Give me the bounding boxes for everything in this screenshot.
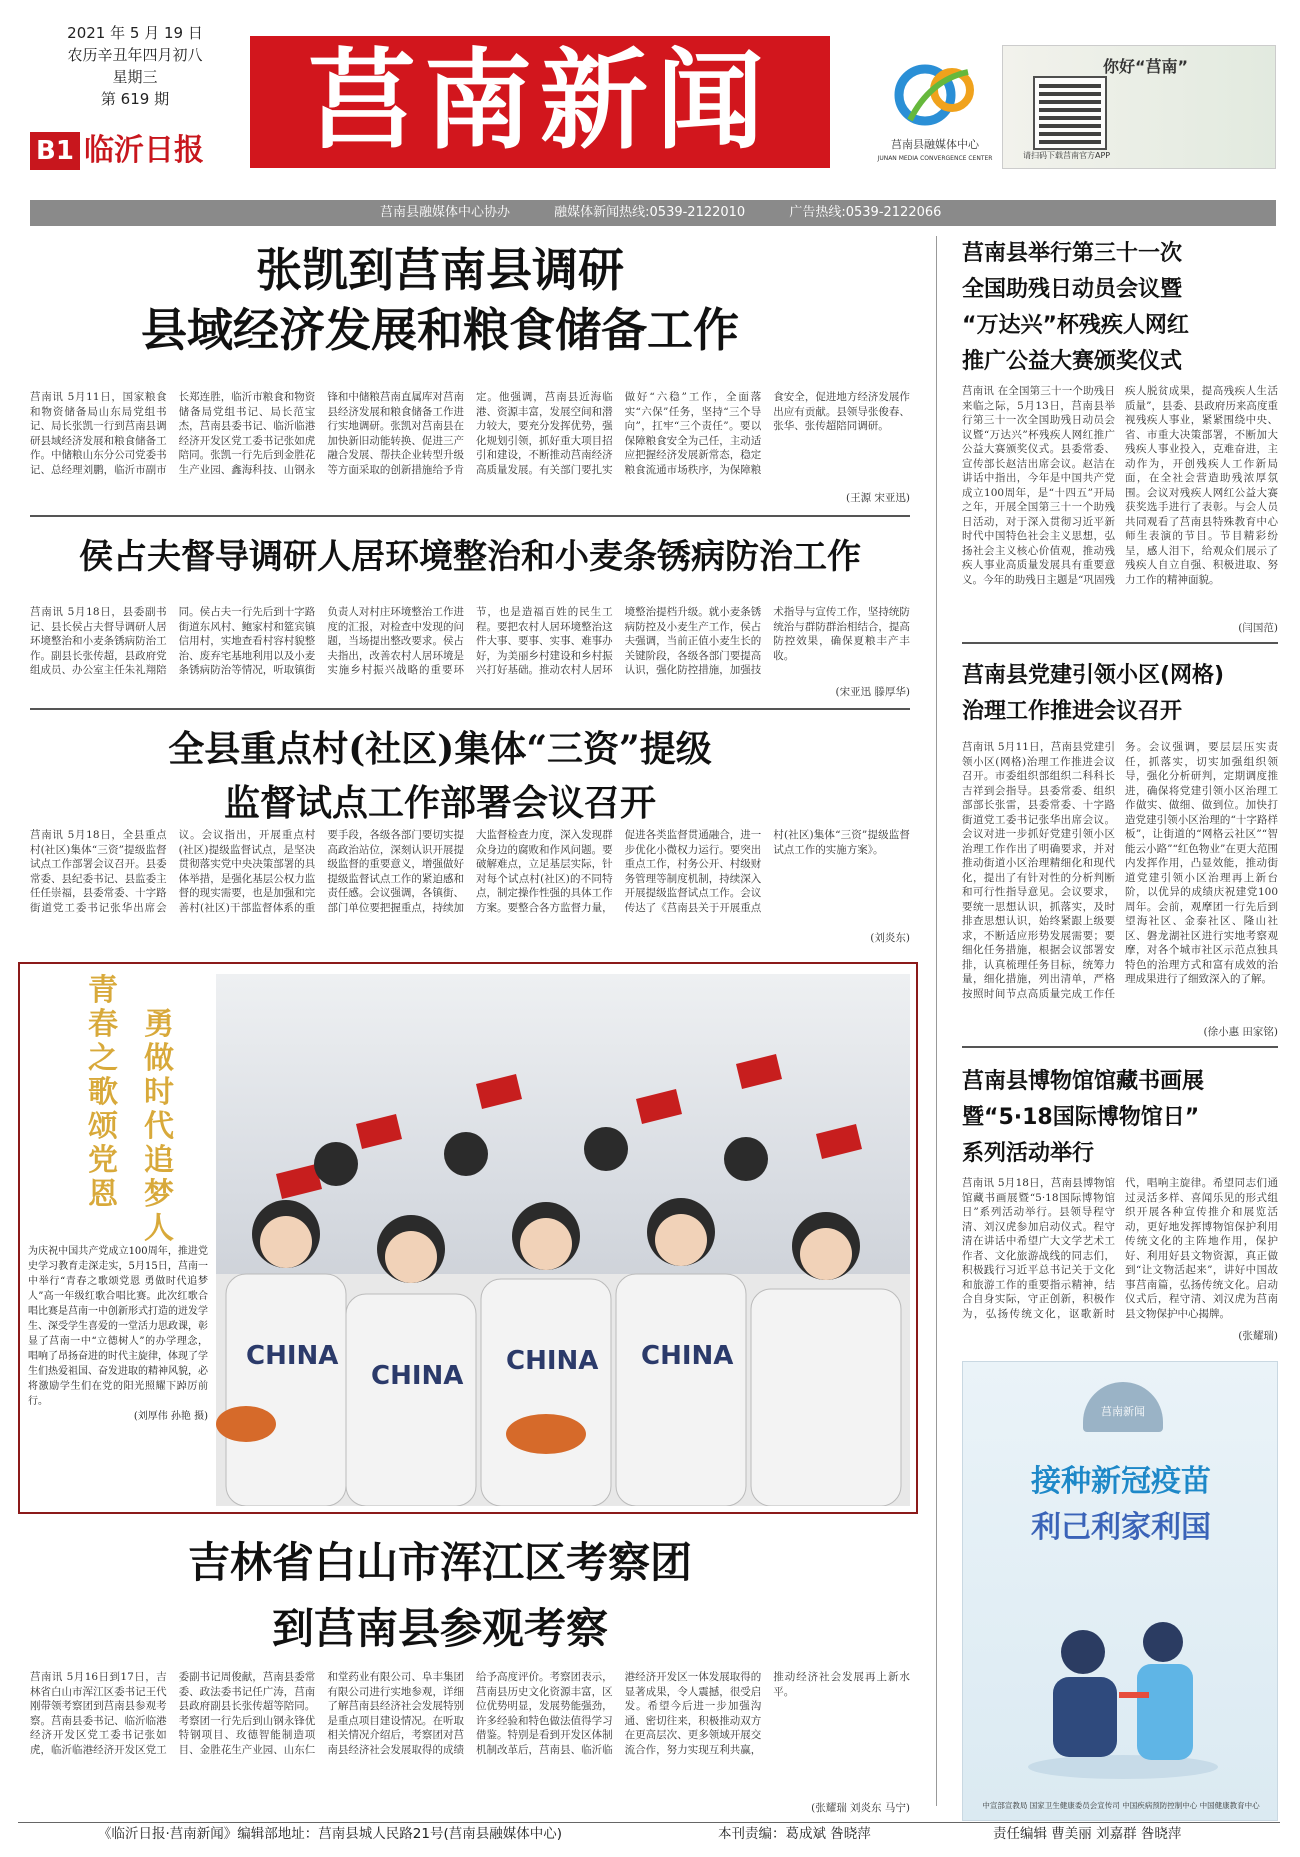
photo-poem <box>80 974 200 1244</box>
right1-title-line3: “万达兴”杯残疾人网红 <box>962 313 1189 338</box>
page-footer <box>18 1822 1280 1844</box>
right1-body: 莒南讯 在全国第三十一个助残日来临之际，5月13日，莒南县举行第三十一次全国助残日动员会议暨“万达兴”杯残疾人网红推广公益大赛颁奖仪式。县委常委、宣传部长赵洁出席会议。赵洁在讲话中指出，今年是中国共产党成立100周年，是“十四五”开局之年，开展全国第三十一个助残日活动，对于深入贯彻习近平新时代中国特色社会主义思想，弘扬社会主义核心价值观，推动残疾人事业高质量发展具有重要意义。今年的助残日主题是“巩固残疾人脱贫成果，提高残疾人生活质量”，县委、县政府历来高度重视残疾人事业，紧紧围绕中央、省、市重大决策部署，不断加大残疾人事业投入，克难奋进，主动作为，开创残疾人工作新局面，在全社会营造助残浓厚氛围。会议对残疾人网红公益大赛获奖选手进行了表彰。与会人员共同观看了莒南县特殊教育中心师生表演的节目。节目精彩纷呈，感人泪下，给观众们展示了残疾人自立自强、积极进取、努力工作的精神面貌。 <box>962 385 1278 586</box>
photo-caption <box>28 1244 208 1424</box>
shirt-text-4: CHINA <box>641 1341 734 1371</box>
article2-title: 侯占夫督导调研人居环境整治和小麦条锈病防治工作 <box>79 537 861 577</box>
app-hello: 你好“莒南” <box>1103 57 1189 76</box>
right1-title-line2: 全国助残日动员会议暨 <box>962 277 1183 302</box>
article4-title <box>60 1530 820 1662</box>
media-center-en: JUNAN MEDIA CONVERGENCE CENTER <box>877 155 993 162</box>
article1-byline: (王源 宋亚迅) <box>845 492 910 504</box>
article2-body: 莒南讯 5月18日，县委副书记、县长侯占夫督导调研人居环境整治和小麦条锈病防治工作。副县长张传超，县政府党组成员、办公室主任朱礼翔陪同。侯占夫一行先后到十字路街道东风村、鲍家村和筵宾镇信用村，实地查看村容村貌整治、废弃宅基地利用以及小麦条锈病防治等情况，听取镇街负责人对村庄环境整治工作进度的汇报，对检查中发现的问题，当场提出整改要求。侯占夫指出，改善农村人居环境是实施乡村振兴战略的重要环节，也是造福百姓的民生工程。要把农村人居环境整治这件大事、要事、实事、难事办好，为美丽乡村建设和乡村振兴打好基础。推动农村人居环境整治提档升级。就小麦条锈病防控及小麦生产工作，侯占夫强调，当前正值小麦生长的关键阶段，各级各部门要提高认识，强化防控措施，加强技术指导与宣传工作，坚持统防统治与群防群治相结合，提高防控效果，确保夏粮丰产丰收。 <box>30 606 910 676</box>
right2-byline: (徐小惠 田家铭) <box>1203 1026 1278 1038</box>
photo-caption-text: 为庆祝中国共产党成立100周年，推进党史学习教育走深走实，5月15日，莒南一中举行“青春之歌颂党恩 勇做时代追梦人”高一年级红歌合唱比赛。此次红歌合唱比赛是莒南一中创新形式打造的迸发学生、深受学生喜爱的一堂活力思政课，彰显了莒南一中“立德树人”的办学理念，唱响了昂扬奋进的时代主旋律，体现了学生们热爱祖国、奋发进取的精神风貌，必将激励学生们在党的阳光照耀下踔厉前行。 <box>28 1246 208 1407</box>
footer-chief-editor: 本刊责编：葛成斌 昝晓萍 <box>718 1826 871 1842</box>
right2-body: 莒南讯 5月11日，莒南县党建引领小区(网格)治理工作推进会议召开。市委组织部组织二科科长吉祥到会指导。县委常委、组织部部长张雷，县委常委、十字路街道党工委书记张华出席会议。会议对进一步抓好党建引领小区治理工作作出了明确要求，并对推动街道小区治理精细化和现代化，提出了有针对性的分析判断和可行性指导意见。会议要求，要统一思想认识，抓落实，及时排查思想认识，始终紧跟上级要求，不断适应形势发展需要；要细化任务措施，根据会议部署安排，认真梳理任务目标，统筹力量，细化措施，列出清单，严格按照时间节点高质量完成工作任务。会议强调，要层层压实责任，抓落实，切实加强组织领导，强化分析研判，定期调度推进，确保将党建引领小区治理工作做实、做细、做到位。加快打造党建引领小区治理的“十字路样板”，让街道的“网格云社区”“智能云小路”“红色物业”在更大范围内发挥作用，凸显效能，推动街道党建引领小区治理再上新台阶，以优异的成绩庆祝建党100周年。会前，观摩团一行先后到望海社区、金泰社区、隆山社区、磐龙湖社区进行实地考察观摩，对各个城市社区示范点独具特色的治理方式和富有成效的治理成果进行了细致深入的了解。 <box>962 741 1278 1000</box>
section-badge: B1 <box>30 132 80 170</box>
footer-address: 《临沂日报·莒南新闻》编辑部地址：莒南县城人民路21号(莒南县融媒体中心) <box>98 1826 563 1842</box>
article1-title-line1: 张凯到莒南县调研 <box>256 243 624 297</box>
paper-name: 临沂日报 <box>84 133 204 168</box>
divider <box>30 515 910 517</box>
bar-organizer: 莒南县融媒体中心协办 <box>380 205 511 220</box>
choir-illustration-icon <box>216 974 910 1506</box>
article2-byline: (宋亚迅 滕厚华) <box>835 686 910 698</box>
media-center-logo <box>870 50 1000 160</box>
divider <box>962 642 1278 644</box>
right3-body: 莒南讯 5月18日，莒南县博物馆馆藏书画展暨“5·18国际博物馆日”系列活动举行。县领导程守清、刘汉虎参加启动仪式。程守清在讲话中希望广大文学艺术工作者、文化旅游战线的同志们，积极践行习近平总书记关于文化和旅游工作的重要指示精神，结合自身实际，守正创新，积极作为，弘扬传统文化，讴歌新时代，唱响主旋律。希望同志们通过灵活多样、喜闻乐见的形式组织开展各种宣传推介和展览活动，更好地发挥博物馆保护利用传统文化的主阵地作用，保护好、利用好县文物资源，真正做到“让文物活起来”，讲好中国故事莒南篇，弘扬传统文化。启动仪式后，程守清、刘汉虎为莒南县文物保护中心揭牌。 <box>962 1177 1278 1320</box>
divider <box>962 1046 1278 1048</box>
article4-title-line2: 到莒南县参观考察 <box>271 1604 608 1653</box>
divider <box>30 708 910 710</box>
article4-byline: (张耀瑞 刘炎东 马宁) <box>811 1802 910 1814</box>
media-center-emblem-icon <box>870 50 1000 140</box>
date: 2021 年 5 月 19 日 <box>67 24 203 42</box>
vaccine-ad <box>962 1361 1278 1821</box>
vaccine-slogan1: 接种新冠疫苗 <box>1031 1464 1211 1499</box>
bar-news-hotline: 融媒体新闻热线:0539-2122010 <box>554 205 746 220</box>
right3-title-line3: 系列活动举行 <box>962 1141 1095 1166</box>
poem-line1: 青春之歌颂党恩 <box>88 973 118 1212</box>
shirt-text-2: CHINA <box>371 1361 464 1391</box>
right1-byline: (闫国范) <box>1238 622 1278 634</box>
right1-title <box>962 236 1278 380</box>
vaccine-ad-sponsors: 中宣部宣教局 国家卫生健康委员会宣传司 中国疾病预防控制中心 中国健康教育中心 <box>982 1801 1260 1810</box>
right3-title-line2: 暨“5·18国际博物馆日” <box>962 1105 1200 1130</box>
vaccine-slogan2: 利己利家利国 <box>1031 1510 1211 1545</box>
shirt-text-3: CHINA <box>506 1346 599 1376</box>
media-center-name: 莒南县融媒体中心 <box>891 138 979 151</box>
date-block <box>60 22 210 110</box>
qr-code-icon[interactable] <box>1035 78 1105 148</box>
poem-line2: 勇做时代追梦人 <box>144 1007 174 1246</box>
footer-editors: 责任编辑 曹美丽 刘嘉群 昝晓萍 <box>993 1826 1182 1842</box>
bar-ad-hotline: 广告热线:0539-2122066 <box>789 205 942 220</box>
vaccination-illustration-icon <box>1023 1582 1223 1782</box>
article4-body: 莒南讯 5月16日到17日，吉林省白山市浑江区委书记王代刚带领考察团到莒南县参观考察。莒南县委书记、临沂临港经济开发区党工委书记张如虎，临沂临港经济开发区党工委副书记周俊献，莒南县委常委、政法委书记任广涛，莒南县政府副县长张传超等陪同。考察团一行先后到山钢永锋优特钢项目、玫德智能制造项目、金胜花生产业园、山东仁和堂药业有限公司、阜丰集团有限公司进行实地参观，详细了解莒南县经济社会发展特别是重点项目建设情况。在听取相关情况介绍后，考察团对莒南县经济社会发展取得的成绩给予高度评价。考察团表示，莒南县历史文化资源丰富，区位优势明显，发展势能强劲，许多经验和特色做法值得学习借鉴。特别是看到开发区体制机制改革后，莒南县、临沂临港经济开发区一体发展取得的显著成果，令人震撼，很受启发。希望今后进一步加强沟通、密切往来，积极推动双方在更高层次、更多领域开展交流合作，努力实现互利共赢，推动经济社会发展再上新水平。 <box>30 1671 910 1756</box>
right1-title-line1: 莒南县举行第三十一次 <box>962 241 1183 266</box>
masthead: 莒南新闻 <box>250 36 830 168</box>
article1-title <box>60 240 820 360</box>
right3-byline: (张耀瑞) <box>1238 1330 1278 1342</box>
weekday: 星期三 <box>112 68 158 86</box>
article3-title <box>60 722 820 830</box>
vaccine-badge: 莒南新闻 <box>1083 1382 1163 1432</box>
app-caption: 请扫码下载莒南官方APP <box>1023 151 1111 160</box>
right2-title-line1: 莒南县党建引领小区(网格) <box>962 663 1225 688</box>
hotline-bar <box>30 200 1276 226</box>
right2-title-line2: 治理工作推进会议召开 <box>962 699 1183 724</box>
article1-body: 莒南讯 5月11日，国家粮食和物资储备局山东局党组书记、局长张凯一行到莒南县调研县域经济发展和粮食储备工作。中储粮山东分公司党委书记、总经理刘鹏，临沂市副市长郑连胜，临沂市粮食和物资储备局党组书记、局长范宝杰，莒南县委书记、临沂临港经济开发区党工委书记张如虎陪同。张凯一行先后到金胜花生产业园、鑫海科技、山钢永锋和中储粮莒南直属库对莒南县经济发展和粮食储备工作进行实地调研。张凯对莒南县在加快新旧动能转换、促进三产融合发展、帮扶企业转型升级等方面采取的创新措施给予肯定。他强调，莒南县近海临港、资源丰富，发展空间和潜力较大，要充分发挥优势，强化规划引领，抓好重大项目招引和建设，不断推动莒南经济高质量发展。有关部门要扎实做好“六稳”工作，全面落实“六保”任务，坚持“三个导向”，扛牢“三个责任”。要以保障粮食安全为己任，主动适应把握经济发展新常态，稳定粮食流通市场秩序，为保障粮食安全，促进地方经济发展作出应有贡献。县领导张俊春、张华、张传超陪同调研。 <box>30 391 910 476</box>
article3-byline: (刘炎东) <box>870 932 910 944</box>
right2-title <box>962 658 1278 730</box>
app-qr-panel <box>1002 45 1276 169</box>
shirt-text-1: CHINA <box>246 1341 339 1371</box>
lunar-date: 农历辛丑年四月初八 <box>67 46 203 64</box>
right1-title-line4: 推广公益大赛颁奖仪式 <box>962 349 1183 374</box>
article3-title-line1: 全县重点村(社区)集体“三资”提级 <box>168 728 712 770</box>
article3-body: 莒南讯 5月18日，全县重点村(社区)集体“三资”提级监督试点工作部署会议召开。县委常委、县纪委书记、县监委主任任崇福，县委常委、十字路街道党工委书记张华出席会议。会议指出，开展重点村(社区)提级监督试点，是坚决贯彻落实党中央决策部署的具体举措，是强化基层公权力监督的现实需要，也是加强和完善村(社区)干部监督体系的重要手段，各级各部门要切实提高政治站位，深刻认识开展提级监督的重要意义，增强做好提级监督试点工作的紧迫感和责任感。会议强调，各镇街、部门单位要把握重点，持续加大监督检查力度，深入发现群众身边的腐败和作风问题。要破解难点，立足基层实际，针对每个试点村(社区)的不同特点，制定操作性强的具体工作方案。要整合各方监督力量，促进各类监督贯通融合，进一步优化小微权力运行。要突出重点工作，村务公开、村级财务管理等制度机制，持续深入开展提级监督试点工作。会议传达了《莒南县关于开展重点村(社区)集体“三资”提级监督试点工作的实施方案》。 <box>30 829 910 914</box>
issue-number: 第 619 期 <box>100 90 170 108</box>
right3-title <box>962 1064 1278 1172</box>
article4-title-line1: 吉林省白山市浑江区考察团 <box>187 1538 692 1587</box>
photo-byline: (刘厚伟 孙艳 摄) <box>133 1411 208 1422</box>
right3-title-line1: 莒南县博物馆馆藏书画展 <box>962 1069 1205 1094</box>
choir-photo <box>216 974 910 1506</box>
photo-feature <box>18 962 918 1514</box>
article3-title-line2: 监督试点工作部署会议召开 <box>223 782 656 824</box>
column-divider <box>936 236 937 1806</box>
article1-title-line2: 县域经济发展和粮食储备工作 <box>141 303 739 357</box>
